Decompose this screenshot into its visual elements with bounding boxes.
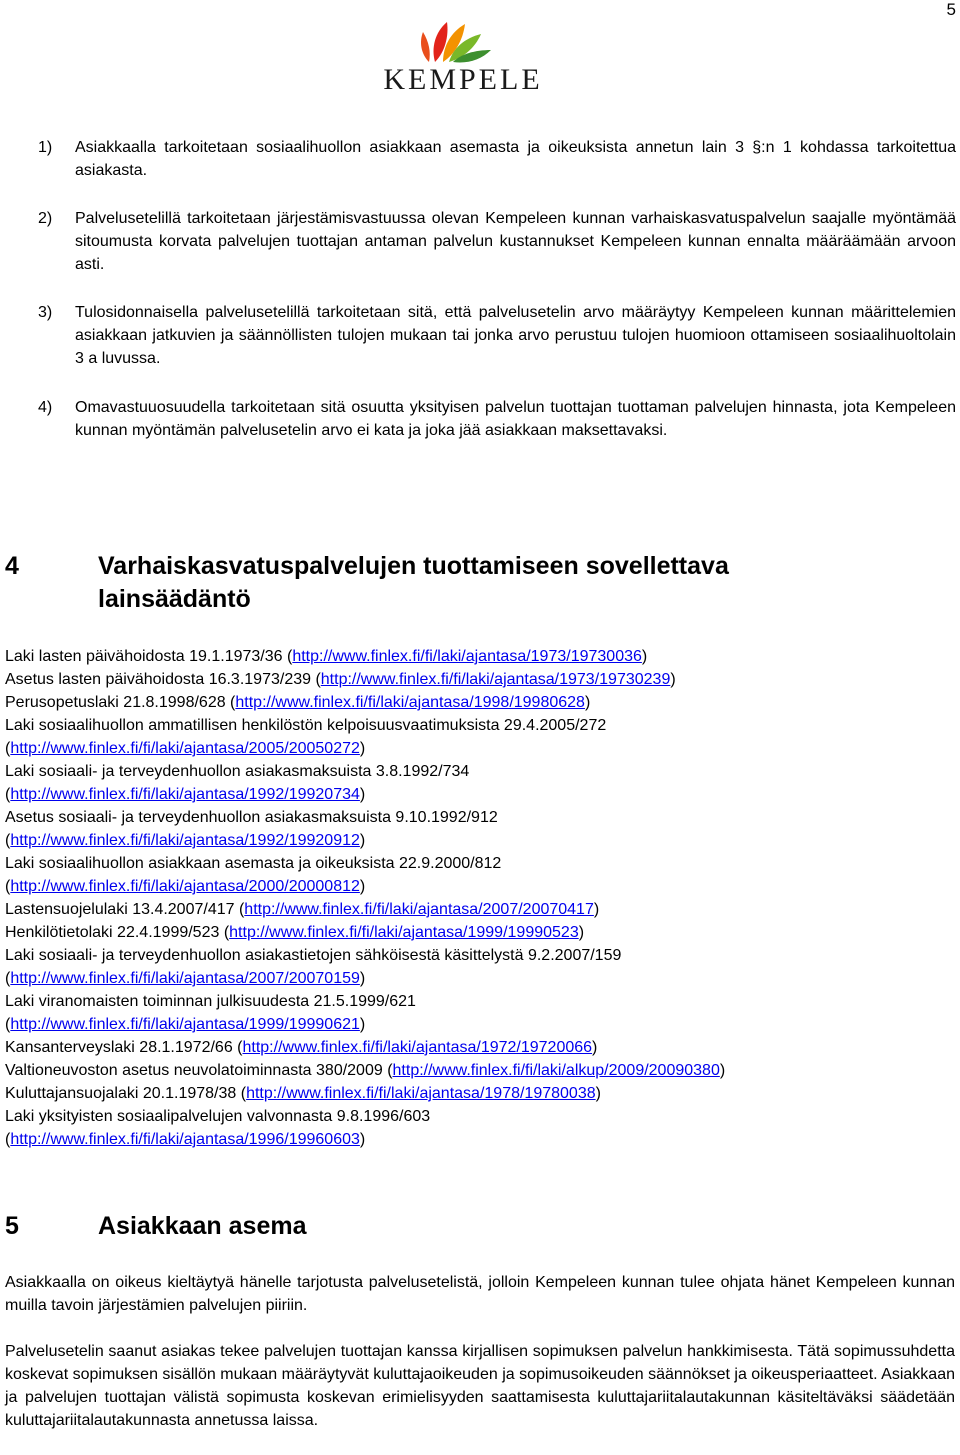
logo-text: KEMPELE [383, 63, 543, 96]
law-link-line [5, 1128, 955, 1151]
law-paren-close: ) [359, 1131, 366, 1148]
law-paren-close: ) [593, 901, 600, 918]
paragraph: Asiakkaalla on oikeus kieltäytyä hänelle tarjotusta palvelusetelistä, jolloin Kempeleen kunnan tulee ohjata hänet Kempeleen kunnan muilla tavoin järjestämien palvelujen piiriin. [5, 1274, 955, 1314]
law-paren-close: ) [359, 970, 366, 987]
law-paren-close: ) [359, 832, 366, 849]
finlex-link[interactable]: http://www.finlex.fi/fi/laki/ajantasa/1978/19780038 [246, 1085, 596, 1102]
definition-item-3 [38, 301, 956, 370]
section-number: 4 [5, 552, 19, 580]
law-paren-close: ) [359, 1016, 366, 1033]
law-paren-close: ) [359, 878, 366, 895]
definition-number: 3) [38, 304, 53, 321]
law-link-line [5, 737, 955, 760]
law-paren-close: ) [359, 786, 366, 803]
law-paren-close: ) [359, 740, 366, 757]
definition-item-4 [38, 396, 956, 442]
finlex-link[interactable]: http://www.finlex.fi/fi/laki/ajantasa/1996/19960603 [10, 1131, 360, 1148]
law-paren-open: ( [5, 970, 11, 987]
law-name: Asetus lasten päivähoidosta 16.3.1973/239 ( [5, 671, 321, 688]
law-name: Perusopetuslaki 21.8.1998/628 ( [5, 694, 236, 711]
kempele-logo [383, 18, 543, 94]
law-name: Laki sosiaali- ja terveydenhuollon asiakastietojen sähköisestä käsittelystä 9.2.2007/159 [5, 947, 622, 964]
finlex-link[interactable]: http://www.finlex.fi/fi/laki/ajantasa/1998/19980628 [235, 694, 585, 711]
law-paren-close: ) [592, 1039, 598, 1056]
law-name: Laki sosiaalihuollon ammatillisen henkilöstön kelpoisuusvaatimuksista 29.4.2005/272 [5, 717, 607, 734]
law-item [5, 1059, 955, 1082]
law-name: Kansanterveyslaki 28.1.1972/66 ( [5, 1039, 243, 1056]
definition-number: 1) [38, 139, 53, 156]
law-list [5, 645, 955, 1151]
law-link-line [5, 829, 955, 852]
finlex-link[interactable]: http://www.finlex.fi/fi/laki/alkup/2009/20090380 [392, 1062, 720, 1079]
paragraph: Palvelusetelin saanut asiakas tekee palvelujen tuottajan kanssa kirjallisen sopimuksen palvelun hankkimisesta. Tätä sopimussuhdetta koskevat sopimuksen sisällön mukaan määräytyvät kuluttajaoikeuden ja sopimusoikeuden säännökset ja oikeusperiaatteet. Asiakkaan ja palvelujen tuottajan välistä sopimusta koskevan erimielisyyden saattamisesta kuluttajariitalautakunnan käsiteltäväksi säädetään kuluttajariitalautakunnasta annetussa laissa. [5, 1343, 955, 1429]
law-item [5, 1105, 955, 1128]
heading-line-1 [98, 550, 955, 583]
finlex-link[interactable]: http://www.finlex.fi/fi/laki/ajantasa/2007/20070417 [244, 901, 594, 918]
law-name: Henkilötietolaki 22.4.1999/523 ( [5, 924, 230, 941]
finlex-link[interactable]: http://www.finlex.fi/fi/laki/ajantasa/1992/19920734 [10, 786, 360, 803]
law-item [5, 760, 955, 783]
finlex-link[interactable]: http://www.finlex.fi/fi/laki/ajantasa/2007/20070159 [10, 970, 360, 987]
section-5-heading [5, 1210, 307, 1243]
law-paren-close: ) [719, 1062, 726, 1079]
definition-item-2 [38, 207, 956, 276]
heading-title: Asiakkaan asema [98, 1212, 307, 1240]
finlex-link[interactable]: http://www.finlex.fi/fi/laki/ajantasa/1973/19730239 [320, 671, 671, 688]
law-link-line [5, 875, 955, 898]
law-name: Laki viranomaisten toiminnan julkisuudesta 21.5.1999/621 [5, 993, 416, 1010]
finlex-link[interactable]: http://www.finlex.fi/fi/laki/ajantasa/1999/19990621 [10, 1016, 360, 1033]
law-link-line [5, 1013, 955, 1036]
law-link-line [5, 967, 955, 990]
law-item [5, 1082, 955, 1105]
law-item [5, 714, 955, 737]
finlex-link[interactable]: http://www.finlex.fi/fi/laki/ajantasa/1973/19730036 [292, 648, 642, 665]
definition-text: Tulosidonnaisella palvelusetelillä tarkoitetaan sitä, että palvelusetelin arvo määräytyy Kempeleen kunnan määrittelemien asiakkaan jatkuvien ja säännöllisten tulojen mukaan tai jonka arvo perustuu tulojen huomioon ottamiseen sosiaalihuoltolain 3 a luvussa. [75, 304, 956, 367]
definition-text: Asiakkaalla tarkoitetaan sosiaalihuollon asiakkaan asemasta ja oikeuksista annetun lain 3 §:n 1 kohdassa tarkoitettua asiakasta. [75, 139, 956, 179]
law-paren-open: ( [5, 878, 11, 895]
law-paren-open: ( [5, 1131, 11, 1148]
finlex-link[interactable]: http://www.finlex.fi/fi/laki/ajantasa/1999/19990523 [229, 924, 579, 941]
definition-number: 2) [38, 210, 53, 227]
finlex-link[interactable]: http://www.finlex.fi/fi/laki/ajantasa/1972/19720066 [242, 1039, 593, 1056]
law-link-line [5, 783, 955, 806]
law-item [5, 645, 955, 668]
law-paren-close: ) [578, 924, 585, 941]
definition-item-1 [38, 136, 956, 182]
finlex-link[interactable]: http://www.finlex.fi/fi/laki/ajantasa/2000/20000812 [10, 878, 360, 895]
law-item [5, 668, 955, 691]
law-item [5, 852, 955, 875]
law-item [5, 806, 955, 829]
law-name: Laki yksityisten sosiaalipalvelujen valvonnasta 9.8.1996/603 [5, 1108, 431, 1125]
finlex-link[interactable]: http://www.finlex.fi/fi/laki/ajantasa/1992/19920912 [10, 832, 360, 849]
law-paren-open: ( [5, 786, 11, 803]
law-paren-open: ( [5, 740, 11, 757]
section-number: 5 [5, 1212, 19, 1240]
law-name: Laki sosiaalihuollon asiakkaan asemasta ja oikeuksista 22.9.2000/812 [5, 855, 502, 872]
law-paren-close: ) [641, 648, 648, 665]
law-item [5, 990, 955, 1013]
law-paren-open: ( [5, 832, 11, 849]
law-item [5, 944, 955, 967]
law-name: Lastensuojelulaki 13.4.2007/417 ( [5, 901, 245, 918]
law-name: Laki lasten päivähoidosta 19.1.1973/36 ( [5, 648, 293, 665]
heading-line-2: lainsäädäntö [98, 585, 251, 613]
law-item [5, 921, 955, 944]
law-name: Kuluttajansuojalaki 20.1.1978/38 ( [5, 1085, 247, 1102]
definition-number: 4) [38, 399, 53, 416]
section-4-heading [5, 550, 955, 616]
finlex-link[interactable]: http://www.finlex.fi/fi/laki/ajantasa/2005/20050272 [10, 740, 360, 757]
law-paren-open: ( [5, 1016, 11, 1033]
definition-text: Omavastuuosuudella tarkoitetaan sitä osuutta yksityisen palvelun tuottajan tuottaman palvelujen hinnasta, jota Kempeleen kunnan myöntämän palvelusetelin arvo ei kata ja joka jää asiakkaan maksettavaksi. [75, 399, 956, 439]
law-name: Asetus sosiaali- ja terveydenhuollon asiakasmaksuista 9.10.1992/912 [5, 809, 498, 826]
leaf-emblem-icon [383, 18, 543, 66]
law-paren-close: ) [670, 671, 676, 688]
law-item [5, 1036, 955, 1059]
definition-text: Palvelusetelillä tarkoitetaan järjestämisvastuussa olevan Kempeleen kunnan varhaiskasvatuspalvelun saajalle myöntämää sitoumusta korvata palvelujen tuottajan antaman palvelun kustannukset Kempeleen kunnan ennalta määräämään arvoon asti. [75, 210, 956, 273]
heading-title: Varhaiskasvatuspalvelujen tuottamiseen sovellettava [98, 552, 729, 580]
law-item [5, 691, 955, 714]
law-name: Laki sosiaali- ja terveydenhuollon asiakasmaksuista 3.8.1992/734 [5, 763, 470, 780]
law-paren-close: ) [595, 1085, 601, 1102]
page-number: 5 [946, 0, 956, 19]
law-name: Valtioneuvoston asetus neuvolatoiminnasta 380/2009 ( [5, 1062, 393, 1079]
law-item [5, 898, 955, 921]
law-paren-close: ) [584, 694, 591, 711]
